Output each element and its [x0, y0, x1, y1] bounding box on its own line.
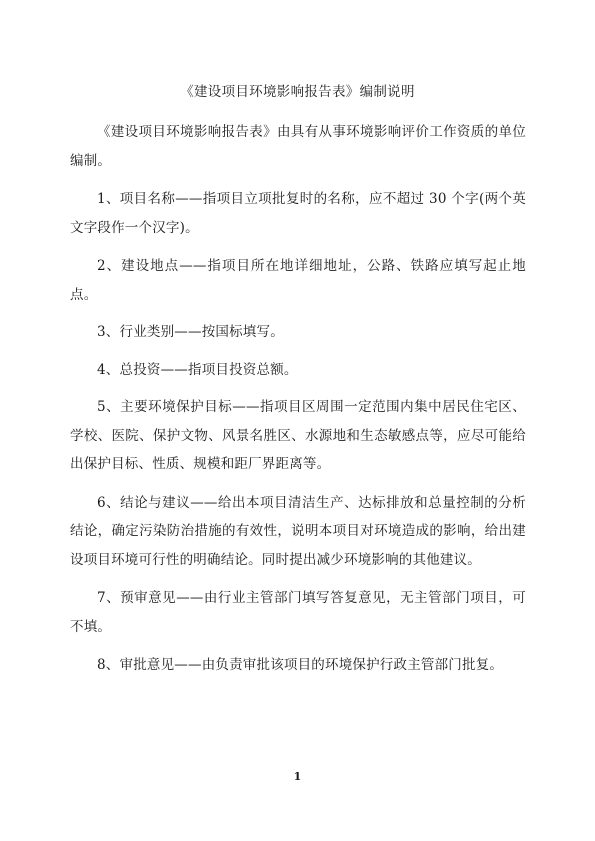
- paragraph-preliminary-review: 7、预审意见——由行业主管部门填写答复意见，无主管部门项目，可不填。: [70, 590, 526, 635]
- paragraph-conclusions: 6、结论与建议——给出本项目清洁生产、达标排放和总量控制的分析结论，确定污染防治措施的有效性，说明本项目对环境造成的影响，给出建设项目环境可行性的明确结论。同时提出减少环境影响的其他建议。: [70, 494, 526, 568]
- page-number: 1: [293, 770, 302, 783]
- paragraph-total-investment: 4、总投资——指项目投资总额。: [97, 361, 298, 378]
- paragraph-construction-site: 2、建设地点——指项目所在地详细地址，公路、铁路应填写起止地点。: [70, 258, 526, 303]
- paragraph-approval-opinion: 8、审批意见——由负责审批该项目的环境保护行政主管部门批复。: [97, 657, 504, 673]
- paragraph-protection-targets: 5、主要环境保护目标——指项目区周围一定范围内集中居民住宅区、学校、医院、保护文物、风景名胜区、水源地和生态敏感点等，应尽可能给出保护目标、性质、规模和距厂界距离等。: [70, 399, 526, 472]
- document-body: [70, 118, 526, 690]
- paragraph-project-name: 1、项目名称——指项目立项批复时的名称，应不超过 30 个字(两个英文字段作一个汉字)。: [70, 191, 526, 236]
- paragraph-industry-category: 3、行业类别——按国标填写。: [97, 324, 284, 340]
- paragraph-intro: 《建设项目环境影响报告表》由具有从事环境影响评价工作资质的单位编制。: [70, 124, 526, 169]
- document-title: 《建设项目环境影响报告表》编制说明: [180, 84, 415, 100]
